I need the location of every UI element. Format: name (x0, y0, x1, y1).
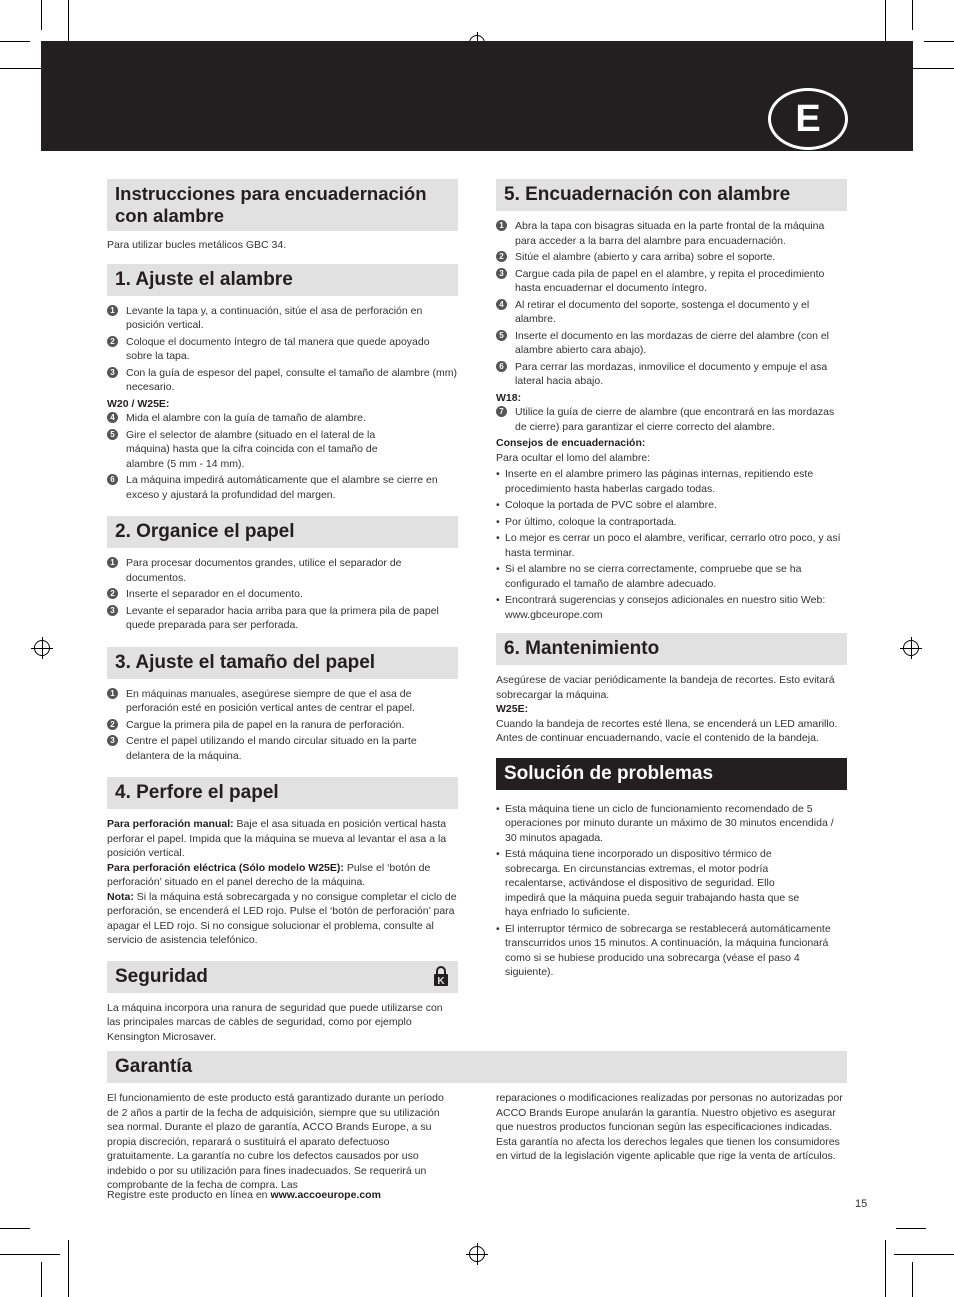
section-3-steps (107, 687, 458, 764)
list-item: • Inserte en el alambre primero las páginas internas, repitiendo este procedimiento hasta haberlas cargado todas. (496, 467, 847, 496)
manual-punch-text: Para perforación manual: Baje el asa situada en posición vertical hasta perforar el papel. Impida que la máquina se mueva al levantar el asa a la posición vertical. (107, 818, 447, 859)
list-item: • Encontrará sugerencias y consejos adicionales en nuestro sitio Web: www.gbceurope.com (496, 593, 847, 622)
note-text: Nota: Si la máquina está sobrecargada y no consigue completar el ciclo de perforación, se encenderá el LED rojo. Pulse el ‘botón de perforación’ para apagar el LED rojo. Si no consigue solucionar el problema, consulte al servicio de asistencia telefónico. (107, 890, 457, 946)
tips-intro: Para ocultar el lomo del alambre: (496, 451, 651, 464)
register-link[interactable]: www.accoeurope.com (270, 1189, 381, 1201)
maintenance-text-2: Cuando la bandeja de recortes esté llena, se encenderá un LED amarillo. Antes de continuar encuadernando, vacíe el contenido de la bandeja. (496, 717, 838, 744)
list-item: • Si el alambre no se cierra correctamente, compruebe que se ha configurado el tamaño de alambre adecuado. (496, 562, 847, 591)
list-item: 2 Sitúe el alambre (abierto y cara arriba) sobre el soporte. (496, 250, 847, 265)
list-item: 2 Coloque el documento íntegro de tal manera que quede apoyado sobre la tapa. (107, 335, 458, 364)
list-item: 3 Con la guía de espesor del papel, consulte el tamaño de alambre (mm) necesario. (107, 366, 458, 395)
register-line: Registre este producto en línea en www.accoeurope.com (107, 1189, 381, 1201)
list-item: 4 Al retirar el documento del soporte, sostenga el documento y el alambre. (496, 298, 847, 327)
section-5-steps (496, 219, 847, 389)
list-item: 4 Mida el alambre con la guía de tamaño de alambre. (107, 411, 458, 426)
warranty-title: Garantía (107, 1051, 847, 1083)
electric-punch-text: Para perforación eléctrica (Sólo modelo W25E): Pulse el ‘botón de perforación’ situado en el panel derecho de la máquina. (107, 861, 431, 888)
troubleshooting-list (496, 802, 847, 980)
section-2-title: 2. Organice el papel (107, 516, 458, 548)
model-label: W18: (496, 391, 522, 404)
list-item: • Coloque la portada de PVC sobre el alambre. (496, 498, 847, 513)
list-item: 2 Inserte el separador en el documento. (107, 587, 458, 602)
registration-mark-icon (34, 640, 50, 656)
list-item: 1 En máquinas manuales, asegúrese siempre de que el asa de perforación esté en posición vertical antes de centrar el papel. (107, 687, 458, 716)
list-item: 1 Abra la tapa con bisagras situada en la parte frontal de la máquina para acceder a la barra del alambre para encuadernación. (496, 219, 847, 248)
section-4-title: 4. Perfore el papel (107, 777, 458, 809)
security-title: Seguridad K (107, 961, 458, 993)
list-item: 2 Cargue la primera pila de papel en la ranura de perforación. (107, 718, 458, 733)
list-item: 6 Para cerrar las mordazas, inmovilice el documento y empuje el asa lateral hacia abajo. (496, 360, 847, 389)
list-item: • Lo mejor es cerrar un poco el alambre, verificar, cerrarlo otro poco, y así hasta terminar. (496, 531, 847, 560)
security-text: La máquina incorpora una ranura de seguridad que puede utilizarse con las principales marcas de cables de seguridad, como por ejemplo Kensington Microsaver. (107, 1001, 443, 1043)
tips-title: Consejos de encuadernación: (496, 437, 646, 449)
svg-text:K: K (437, 975, 445, 987)
list-item: 3 Cargue cada pila de papel en el alambre, y repita el procedimiento hasta encuadernar el documento íntegro. (496, 267, 847, 296)
section-3-title: 3. Ajuste el tamaño del papel (107, 647, 458, 679)
section-1-steps (107, 304, 458, 395)
kensington-lock-icon (433, 965, 449, 987)
list-item: • El interruptor térmico de sobrecarga se restablecerá automáticamente transcurridos unos 15 minutos. A continuación, la máquina funcionará como si se hubiese producido una sobrecarga (véase el paso 4 siguiente). (496, 922, 847, 980)
list-item: • Está máquina tiene incorporado un dispositivo térmico de sobrecarga. En circunstancias extremas, el motor podría recalentarse, activándose el dispositivo de seguridad. Ello impedirá que la máquina pueda seguir trabajando hasta que se haya enfriado lo suficiente. (496, 847, 847, 920)
warranty-text-left: El funcionamiento de este producto está garantizado durante un período de 2 años a partir de la fecha de adquisición, siempre que su utilización sea normal. Durante el plazo de garantía, ACCO Brands Europe, a su propia discreción, reparará o sustituirá el aparato defectuoso gratuitamente. La garantía no cubre los defectos causados por uso indebido o por su utilización para fines inadecuados. Se requerirá un comprobante de la fecha de compra. Las (107, 1092, 444, 1191)
list-item: 6 La máquina impedirá automáticamente que el alambre se cierre en exceso y ajustará la profundidad del margen. (107, 473, 458, 502)
section-5-title: 5. Encuadernación con alambre (496, 179, 847, 211)
troubleshooting-title: Solución de problemas (496, 758, 847, 790)
language-badge: E (768, 88, 848, 150)
list-item: 7 Utilice la guía de cierre de alambre (que encontrará en las mordazas de cierre) para garantizar el cierre correcto del alambre. (496, 405, 847, 434)
section-2-steps (107, 556, 458, 633)
left-column (107, 179, 458, 1044)
list-item: 5 Inserte el documento en las mordazas de cierre del alambre (con el alambre abierto cara abajo). (496, 329, 847, 358)
model-label: W20 / W25E: (107, 397, 170, 410)
intro-text: Para utilizar bucles metálicos GBC 34. (107, 239, 287, 251)
section-6-title: 6. Mantenimiento (496, 633, 847, 665)
list-item: • Esta máquina tiene un ciclo de funcionamiento recomendado de 5 operaciones por minuto durante un máximo de 30 minutos encendida / 30 minutos apagada. (496, 802, 847, 846)
list-item: 5 Gire el selector de alambre (situado en el lateral de la máquina) hasta que la cifra coincida con el tamaño de alambre (5 mm - 14 mm). (107, 428, 458, 472)
list-item: • Por último, coloque la contraportada. (496, 515, 847, 530)
list-item: 3 Levante el separador hacia arriba para que la primera pila de papel quede preparada para ser perforada. (107, 604, 458, 633)
warranty-text-right: reparaciones o modificaciones realizadas por personas no autorizadas por ACCO Brands Europe anularán la garantía. Nuestro objetivo es asegurar que nuestros productos funcionan según las especificaciones indicadas. Esta garantía no afecta los derechos legales que tienen los consumidores en virtud de la legislación vigente aplicable que rige la venta de artículos. (496, 1092, 843, 1162)
section-1-title: 1. Ajuste el alambre (107, 264, 458, 296)
section-1-model-steps (107, 411, 458, 502)
maintenance-text: Asegúrese de vaciar periódicamente la bandeja de recortes. Esto evitará sobrecargar la máquina. (496, 674, 835, 701)
list-item: 1 Para procesar documentos grandes, utilice el separador de documentos. (107, 556, 458, 585)
tips-list (496, 467, 847, 622)
page-number: 15 (855, 1198, 868, 1210)
list-item: 1 Levante la tapa y, a continuación, sitúe el asa de perforación en posición vertical. (107, 304, 458, 333)
section-5-model-steps (496, 405, 847, 434)
model-label: W25E: (496, 703, 529, 715)
right-column (496, 179, 847, 982)
registration-mark-icon (469, 1246, 485, 1262)
intro-title: Instrucciones para encuadernación con alambre (107, 179, 458, 231)
list-item: 3 Centre el papel utilizando el mando circular situado en la parte delantera de la máquina. (107, 734, 458, 763)
registration-mark-icon (903, 640, 919, 656)
